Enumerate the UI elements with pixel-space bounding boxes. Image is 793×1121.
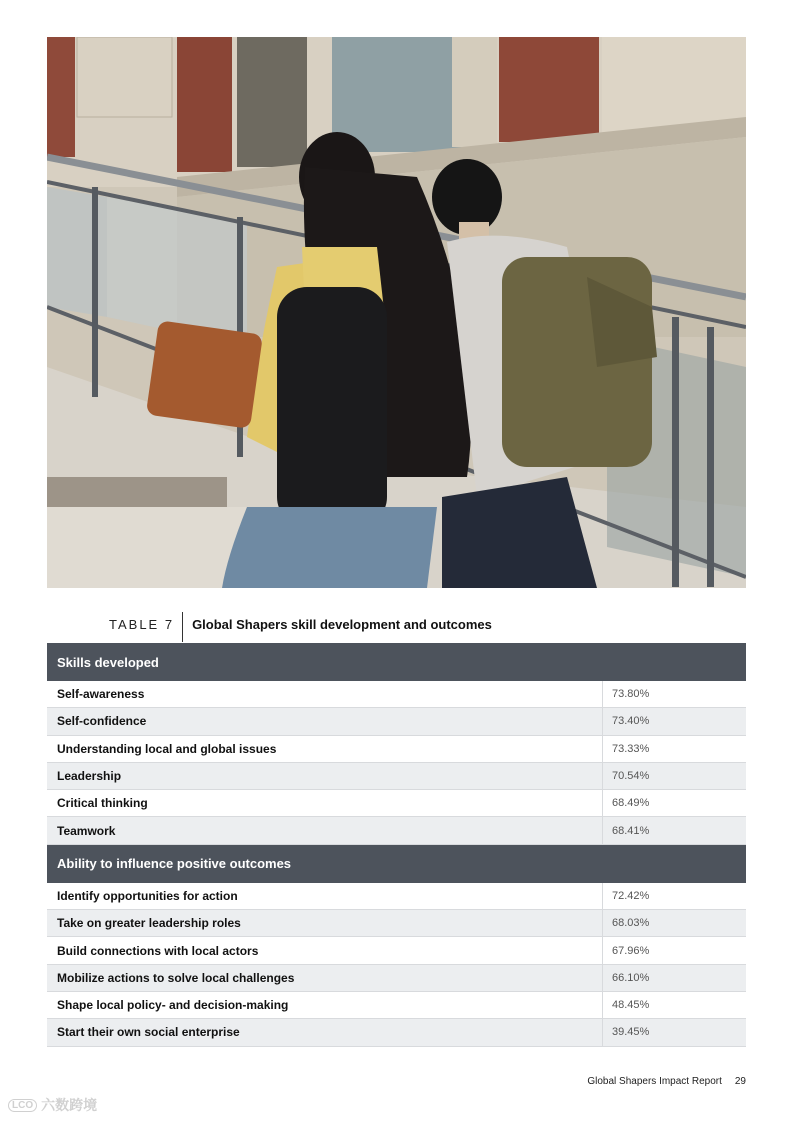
row-label: Self-confidence: [47, 708, 603, 734]
row-value: 73.80%: [612, 688, 650, 701]
table-row: [47, 763, 746, 790]
row-value: 72.42%: [612, 889, 650, 902]
watermark-logo: LCO: [8, 1099, 37, 1112]
row-value: 67.96%: [612, 944, 650, 957]
table-row: [47, 681, 746, 708]
watermark: [8, 1095, 97, 1115]
table-row: [47, 883, 746, 910]
section-header-skills: Skills developed: [47, 643, 746, 681]
row-label: Build connections with local actors: [47, 937, 603, 963]
section-header-outcomes: Ability to influence positive outcomes: [47, 845, 746, 883]
row-label: Self-awareness: [47, 681, 603, 707]
skills-table: [47, 643, 746, 1047]
table-row: [47, 965, 746, 992]
table-title: Global Shapers skill development and outcomes: [192, 617, 492, 632]
row-value: 73.33%: [612, 742, 650, 755]
row-value: 68.03%: [612, 917, 650, 930]
row-value: 48.45%: [612, 999, 650, 1012]
row-label: Start their own social enterprise: [47, 1019, 603, 1045]
table-number: TABLE 7: [109, 617, 175, 632]
table-row: [47, 910, 746, 937]
table-row: [47, 790, 746, 817]
watermark-text: 六数跨境: [41, 1097, 98, 1113]
row-label: Identify opportunities for action: [47, 883, 603, 909]
table-row: [47, 817, 746, 844]
table-row: [47, 937, 746, 964]
row-label: Mobilize actions to solve local challenges: [47, 965, 603, 991]
row-label: Understanding local and global issues: [47, 736, 603, 762]
table-row: [47, 1019, 746, 1046]
table-row: [47, 992, 746, 1019]
table-row: [47, 736, 746, 763]
page-footer: [587, 1076, 746, 1087]
page-number: 29: [734, 1076, 746, 1087]
table-caption: [109, 612, 492, 642]
caption-divider: [182, 612, 183, 642]
row-value: 68.49%: [612, 797, 650, 810]
table-row: [47, 708, 746, 735]
row-value: 39.45%: [612, 1026, 650, 1039]
row-label: Shape local policy- and decision-making: [47, 992, 603, 1018]
row-label: Teamwork: [47, 817, 603, 843]
report-title: Global Shapers Impact Report: [587, 1076, 722, 1087]
row-value: 66.10%: [612, 971, 650, 984]
students-walking-illustration: [47, 37, 746, 588]
row-value: 70.54%: [612, 770, 650, 783]
row-label: Leadership: [47, 763, 603, 789]
row-value: 73.40%: [612, 715, 650, 728]
row-label: Critical thinking: [47, 790, 603, 816]
row-label: Take on greater leadership roles: [47, 910, 603, 936]
row-value: 68.41%: [612, 824, 650, 837]
hero-photo: [47, 37, 746, 588]
